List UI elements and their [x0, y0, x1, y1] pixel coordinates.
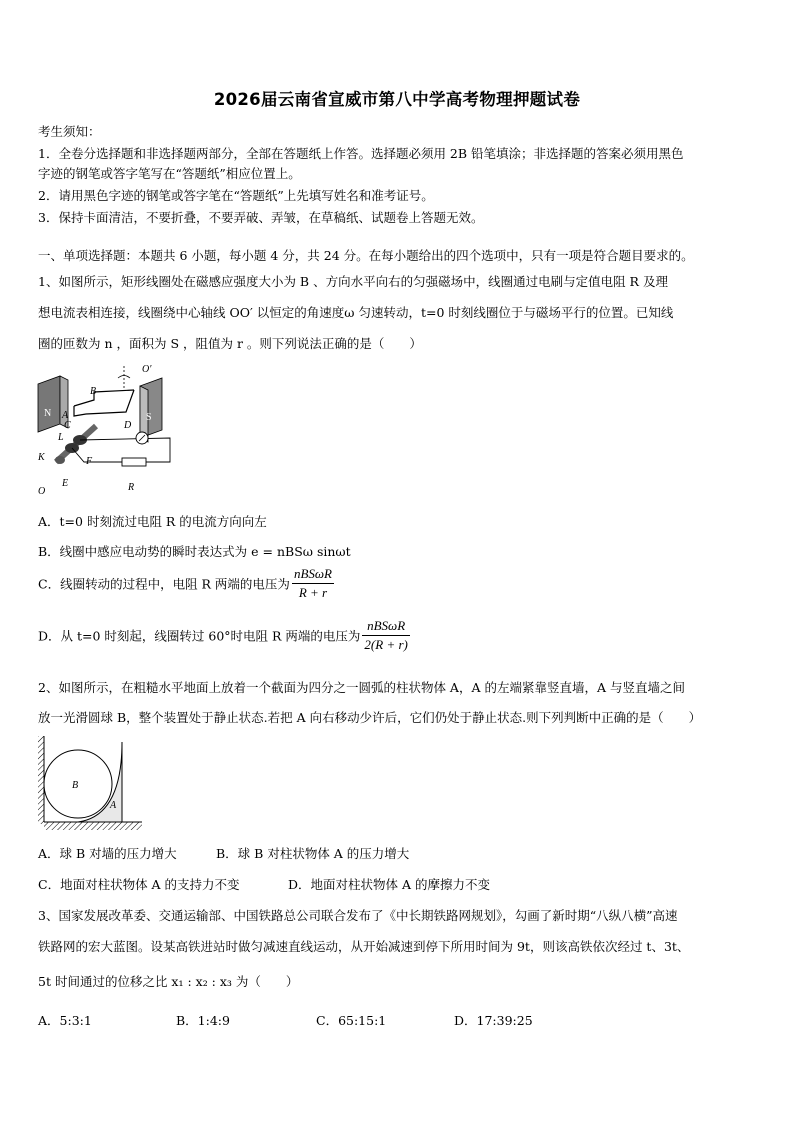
q1-option-a: A．t=0 时刻流过电阻 R 的电流方向向左: [38, 514, 267, 529]
fig1-label-f: F: [86, 456, 93, 467]
fig1-label-o: O: [38, 486, 46, 497]
q1-option-d: [38, 618, 410, 653]
fig1-label-e: E: [62, 478, 69, 489]
q1-stem-line-1: 1、如图所示，矩形线圈处在磁感应强度大小为 B 、方向水平向右的匀强磁场中，线圈通过电刷与定值电阻 R 及理: [38, 274, 668, 289]
q2-stem-line-2: 放一光滑圆球 B，整个装置处于静止状态.若把 A 向右移动少许后，它们仍处于静止状态.则下列判断中正确的是（ ）: [38, 710, 702, 725]
generator-figure: [36, 362, 176, 500]
q3-stem-line-2: 铁路网的宏大蓝图。设某高铁进站时做匀减速直线运动，从开始减速到停下所用时间为 9t，则该高铁依次经过 t、3t、: [38, 939, 690, 954]
q3-option-b: B．1:4:9: [176, 1013, 230, 1028]
fig1-label-k: K: [38, 452, 45, 463]
q1-option-c-text: C．线圈转动的过程中，电阻 R 两端的电压为: [38, 576, 290, 592]
q2-stem-line-1: 2、如图所示，在粗糙水平地面上放着一个截面为四分之一圆弧的柱状物体 A，A 的左端紧靠竖直墙，A 与竖直墙之间: [38, 680, 685, 695]
q1-option-c-fraction: $\frac{\text{nBSωR}}{R + r}$: [293, 566, 332, 600]
fig1-label-b: B: [90, 386, 97, 397]
notice-item-3: 3．保持卡面清洁，不要折叠，不要弄破、弄皱，在草稿纸、试题卷上答题无效。: [38, 210, 484, 225]
q1-option-d-fraction: $\frac{\text{nBSωR}}{2(R + r)}$: [364, 618, 408, 652]
q3-stem-line-1: 3、国家发展改革委、交通运输部、中国铁路总公司联合发布了《中长期铁路网规划》，勾画了新时期“八纵八横”高速: [38, 908, 678, 923]
fig1-label-r: R: [128, 482, 135, 493]
q1-stem-line-2: 想电流表相连接，线圈绕中心轴线 OO′ 以恒定的角速度ω 匀速转动，t=0 时刻线圈位于与磁场平行的位置。已知线: [38, 305, 674, 320]
fig2-label-b: B: [72, 780, 79, 791]
fig2-label-a: A: [110, 800, 117, 811]
q1-option-c: [38, 566, 334, 601]
q2-option-b: B．球 B 对柱状物体 A 的压力增大: [216, 846, 410, 861]
fig1-label-c: C: [64, 420, 71, 431]
q3-option-a: A．5:3:1: [38, 1013, 92, 1028]
q2-option-a: A．球 B 对墙的压力增大: [38, 846, 177, 861]
q2-option-d: D．地面对柱状物体 A 的摩擦力不变: [288, 877, 490, 892]
q1-option-b: B．线圈中感应电动势的瞬时表达式为 e = nBSω sinωt: [38, 544, 351, 559]
notice-item-2: 2．请用黑色字迹的钢笔或答字笔在“答题纸”上先填写姓名和准考证号。: [38, 188, 434, 203]
fig1-label-a: A: [62, 410, 69, 421]
fig1-label-o-prime: O′: [142, 364, 152, 375]
notice-item-1-cont: 字迹的钢笔或答字笔写在“答题纸”相应位置上。: [38, 166, 301, 181]
fig1-label-n: N: [44, 408, 52, 419]
q3-stem-line-3: 5t 时间通过的位移之比 x₁ : x₂ : x₃ 为（ ）: [38, 974, 299, 989]
q3-option-d: D．17:39:25: [454, 1013, 533, 1028]
fig1-label-d: D: [124, 420, 132, 431]
fig1-label-s: S: [146, 412, 152, 423]
notice-heading: 考生须知：: [38, 124, 101, 139]
q1-option-d-text: D．从 t=0 时刻起，线圈转过 60°时电阻 R 两端的电压为: [38, 628, 361, 644]
section-heading: 一、单项选择题：本题共 6 小题，每小题 4 分，共 24 分。在每小题给出的四个选项中，只有一项是符合题目要求的。: [38, 248, 694, 263]
q1-stem-line-3: 圈的匝数为 n ，面积为 S ，阻值为 r 。则下列说法正确的是（ ）: [38, 336, 422, 351]
q2-option-c: C．地面对柱状物体 A 的支持力不变: [38, 877, 240, 892]
notice-item-1: 1．全卷分选择题和非选择题两部分，全部在答题纸上作答。选择题必须用 2B 铅笔填涂；非选择题的答案必须用黑色: [38, 146, 684, 161]
page-title: 2026届云南省宣威市第八中学高考物理押题试卷: [213, 90, 581, 109]
fig1-label-l: L: [58, 432, 64, 443]
ball-block-figure: [38, 736, 142, 830]
q3-option-c: C．65:15:1: [316, 1013, 387, 1028]
